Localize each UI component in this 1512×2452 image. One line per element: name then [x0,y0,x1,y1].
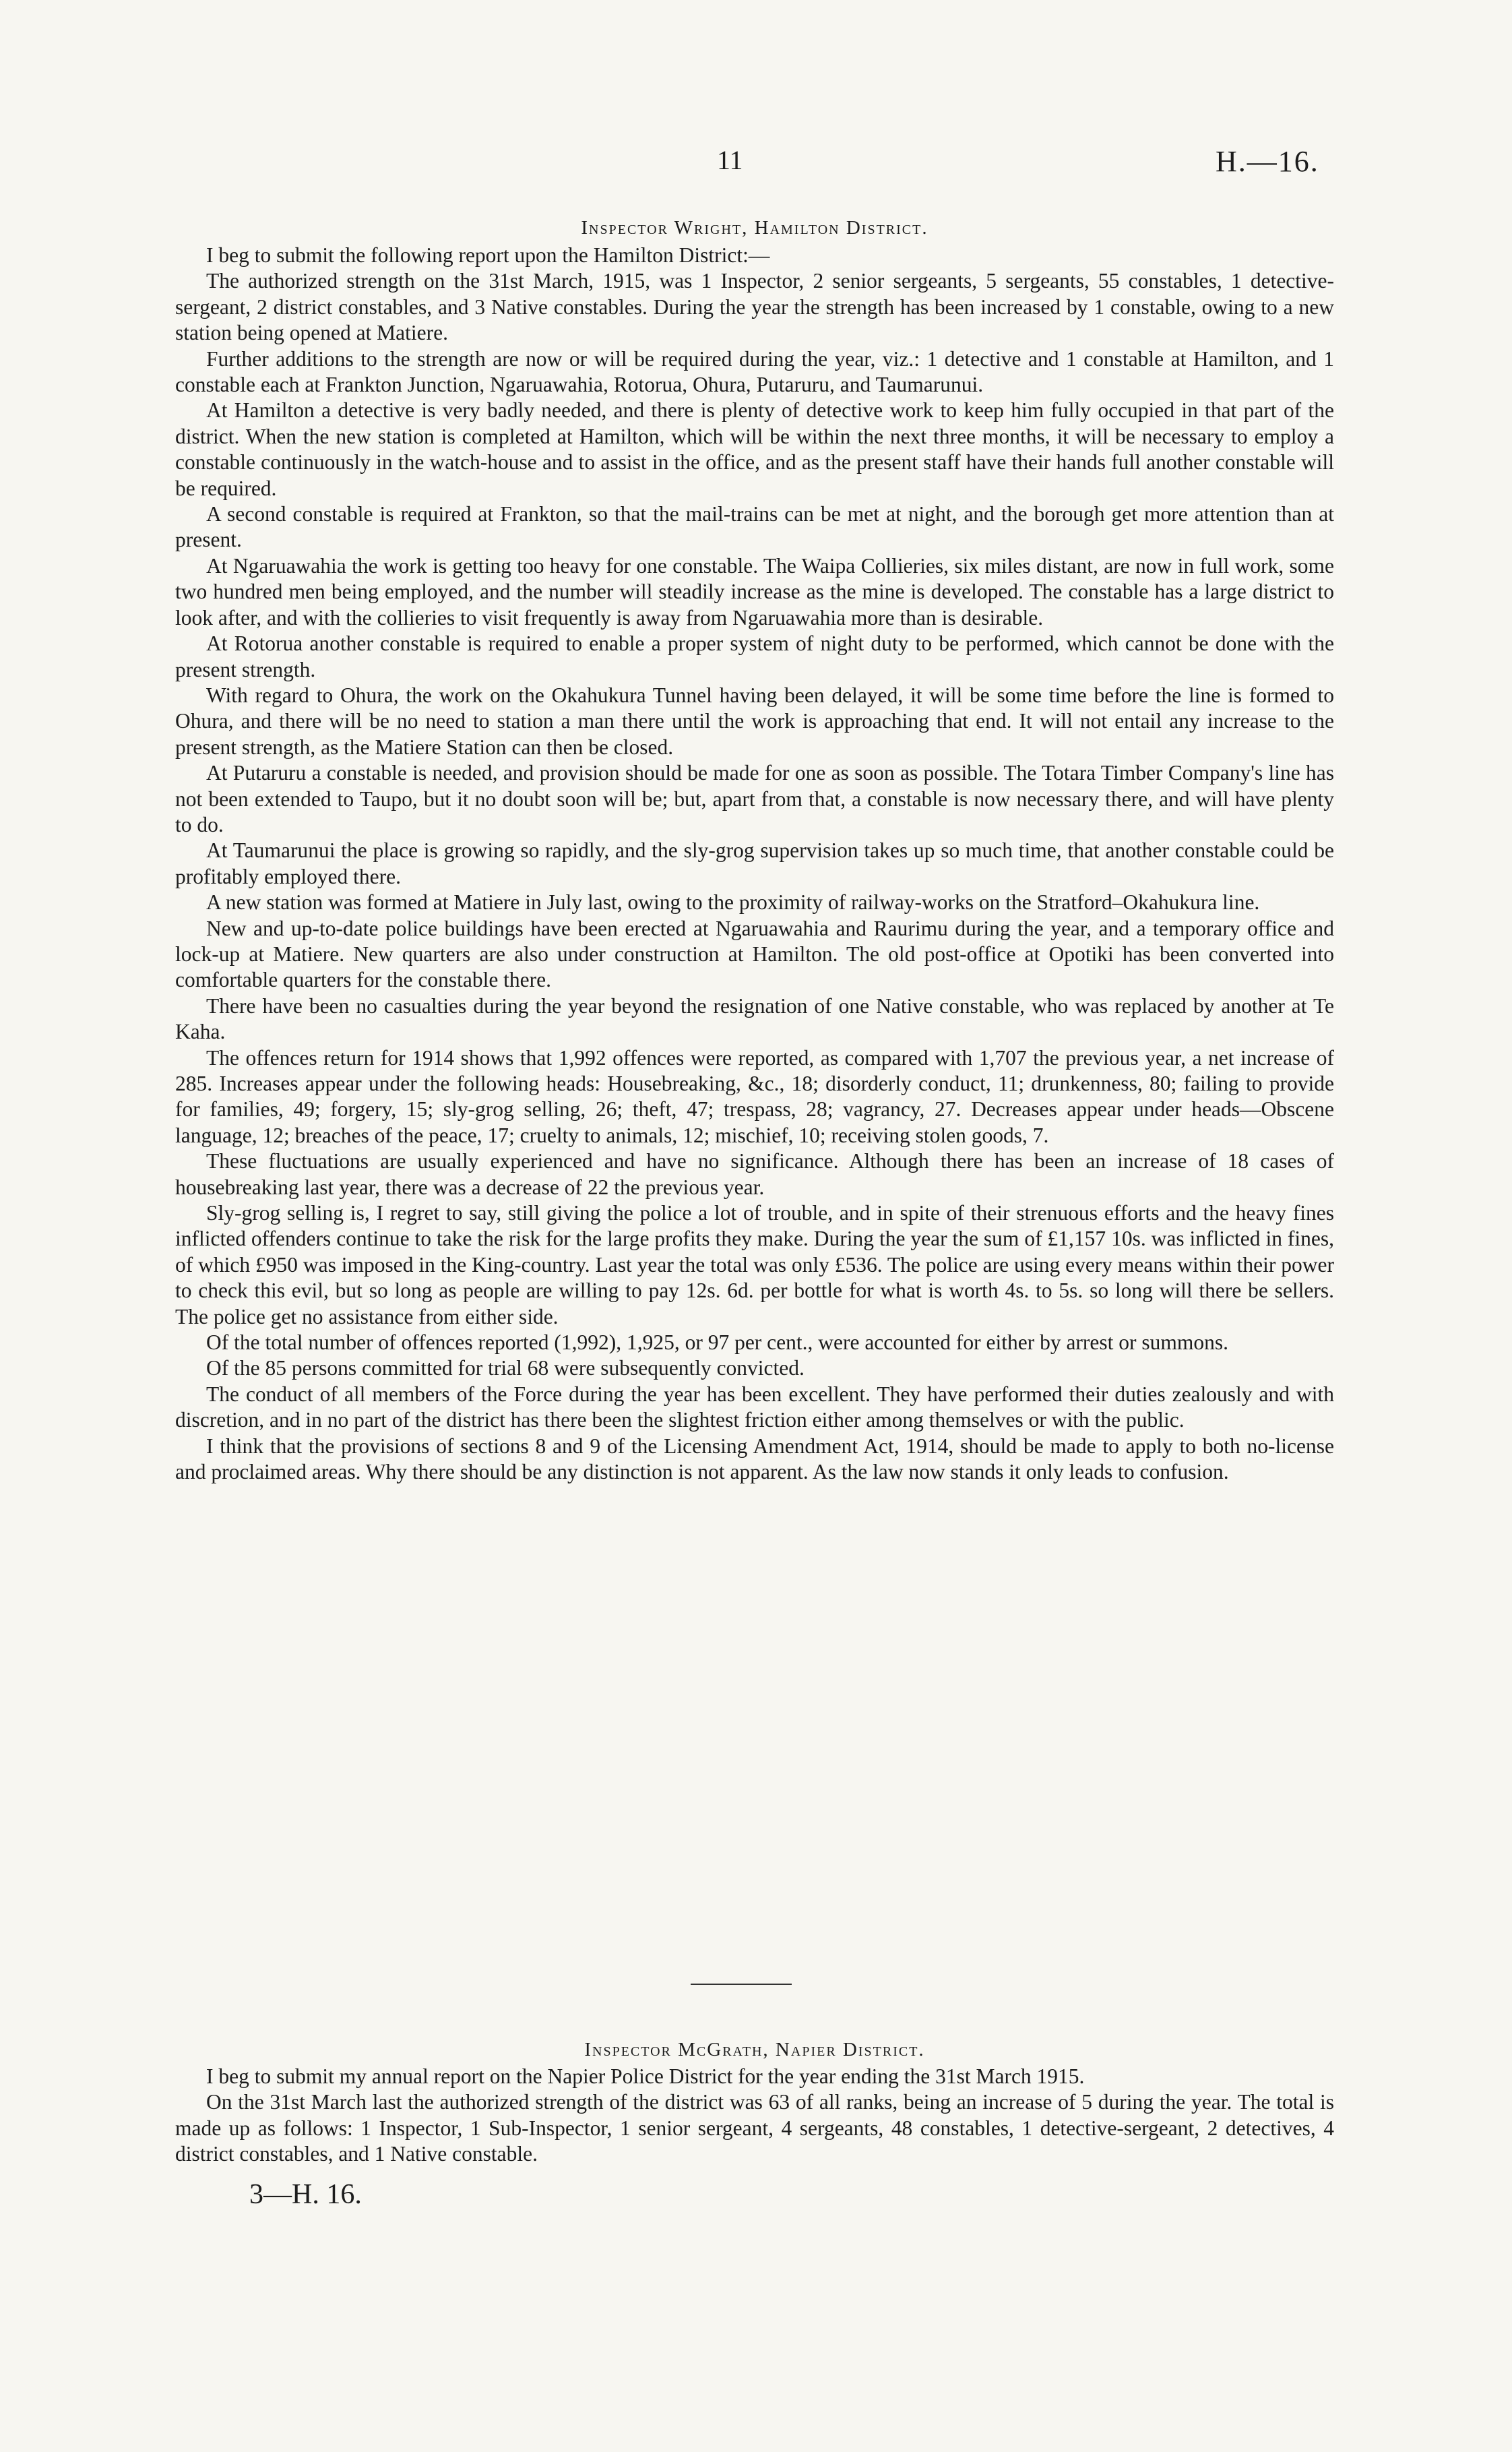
signature-mark: 3—H. 16. [249,2179,362,2210]
paragraph: At Hamilton a detective is very badly needed, and there is plenty of detective work to keep him fully occupied in that part of the district. When the new station is completed at Hamilton, which will be within the next three months, it will be necessary to employ a constable continuously in the watch-house and to assist in the office, and as the present staff have their hands full another constable will be required. [175,398,1334,500]
paragraph: The offences return for 1914 shows that 1,992 offences were reported, as compared with 1,707 the previous year, a net increase of 285. Increases appear under the following heads: Housebreaking, &c., 18; disorderly conduct, 11; drunkenness, 80; failing to provide for families, 49; forgery, 15; sly-grog selling, 26; theft, 47; trespass, 28; vagrancy, 27. Decreases appear under heads—Obscene language, 12; breaches of the peace, 17; cruelty to animals, 12; mischief, 10; receiving stolen goods, 7. [175,1045,1334,1147]
paragraph: There have been no casualties during the year beyond the resignation of one Native constable, who was replaced by another at Te Kaha. [175,993,1334,1044]
paragraph: At Rotorua another constable is required to enable a proper system of night duty to be performed, which cannot be done with the present strength. [175,632,1334,681]
section-body-hamilton [175,243,1334,1485]
paragraph: New and up-to-date police buildings have been erected at Ngaruawahia and Raurimu during the year, and a temporary office and lock-up at Matiere. New quarters are also under construction at Hamilton. The old post-office at Opotiki has been converted into comfortable quarters for the constable there. [175,916,1334,992]
section-title-hamilton: Inspector Wright, Hamilton District. [581,217,928,239]
paragraph: Sly-grog selling is, I regret to say, still giving the police a lot of trouble, and in spite of their strenuous efforts and the heavy fines inflicted offenders continue to take the risk for the large profits they make. During the year the sum of £1,157 10s. was inflicted in fines, of which £950 was imposed in the King-country. Last year the total was only £536. The police are using every means within their power to check this evil, but so long as people are willing to pay 12s. 6d. per bottle for what is worth 4s. to 5s. so long will there be sellers. The police get no assistance from either side. [175,1201,1334,1328]
paragraph: At Taumarunui the place is growing so rapidly, and the sly-grog supervision takes up so much time, that another constable could be profitably employed there. [175,838,1334,888]
section-title-napier: Inspector McGrath, Napier District. [584,2039,925,2060]
paragraph: With regard to Ohura, the work on the Okahukura Tunnel having been delayed, it will be some time before the line is formed to Ohura, and there will be no need to station a man there until the work is approaching that end. It will not entail any increase to the present strength, as the Matiere Station can then be closed. [175,683,1334,759]
paragraph: Further additions to the strength are now or will be required during the year, viz.: 1 detective and 1 constable at Hamilton, and 1 constable each at Frankton Junction, Ngaruawahia, Rotorua, Ohura, Putaruru, and Taumarunui. [175,346,1334,397]
paragraph: At Ngaruawahia the work is getting too heavy for one constable. The Waipa Collieries, six miles distant, are now in full work, some two hundred men being employed, and the number will steadily increase as the mine is developed. The constable has a large district to look after, and with the collieries to visit frequently is away from Ngaruawahia more than is desirable. [175,553,1334,630]
paragraph: The authorized strength on the 31st March, 1915, was 1 Inspector, 2 senior sergeants, 5 sergeants, 55 constables, 1 detective-sergeant, 2 district constables, and 3 Native constables. During the year the strength has been increased by 1 constable, owing to a new station being opened at Matiere. [175,269,1334,345]
paragraph: At Putaruru a constable is needed, and provision should be made for one as soon as possible. The Totara Timber Company's line has not been extended to Taupo, but it no doubt soon will be; but, apart from that, a constable is now necessary there, and will have plenty to do. [175,761,1334,836]
paragraph: I beg to submit the following report upon the Hamilton District:— [206,243,770,267]
page-number: 11 [717,145,743,175]
paragraph: Of the 85 persons committed for trial 68 were subsequently convicted. [206,1356,805,1380]
paragraph: A second constable is required at Frankton, so that the mail-trains can be met at night, and the borough get more attention than at present. [175,502,1334,552]
paragraph: These fluctuations are usually experienced and have no significance. Although there has been an increase of 18 cases of housebreaking last year, there was a decrease of 22 the previous year. [175,1149,1334,1199]
paragraph: I think that the provisions of sections 8 and 9 of the Licensing Amendment Act, 1914, should be made to apply to both no-license and proclaimed areas. Why there should be any distinction is not apparent. As the law now stands it only leads to confusion. [175,1434,1334,1484]
paragraph: On the 31st March last the authorized strength of the district was 63 of all ranks, being an increase of 5 during the year. The total is made up as follows: 1 Inspector, 1 Sub-Inspector, 1 senior sergeant, 4 sergeants, 48 constables, 1 detective-sergeant, 2 detectives, 4 district constables, and 1 Native constable. [175,2090,1334,2166]
paragraph: I beg to submit my annual report on the Napier Police District for the year ending the 31st March 1915. [206,2064,1085,2088]
section-body-napier [175,2064,1334,2168]
paragraph: A new station was formed at Matiere in July last, owing to the proximity of railway-works on the Stratford–Okahukura line. [206,890,1260,915]
document-reference: H.—16. [1216,145,1319,178]
paragraph: Of the total number of offences reported (1,992), 1,925, or 97 per cent., were accounted for either by arrest or summons. [206,1330,1229,1355]
section-divider [691,1984,792,1985]
paragraph: The conduct of all members of the Force during the year has been excellent. They have performed their duties zealously and with discretion, and in no part of the district has there been the slightest friction either among themselves or with the public. [175,1382,1334,1432]
